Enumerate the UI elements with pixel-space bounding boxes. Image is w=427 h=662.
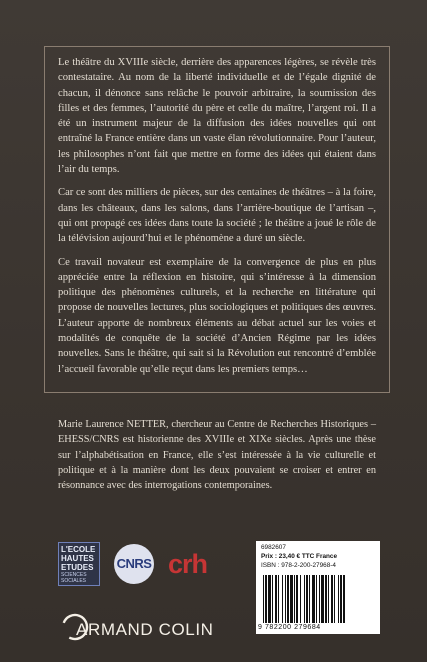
author-bio: Marie Laurence NETTER, chercheur au Centre de Recherches Historiques –EHESS/CNRS est historienne des XVIIIe et XIXe siècles. Après une thèse sur l’alphabétisation en France, elle s’est intéressée à la vie culturelle et politique et à la manière dont les deux pouvaient se croiser et entrer en résonnance avec des interrogations contemporaines. bbox=[58, 419, 376, 492]
product-code: 6982607 bbox=[261, 544, 286, 551]
publisher-logo bbox=[60, 612, 240, 646]
blurb-paragraph-1: Le théâtre du XVIIIe siècle, derrière des apparences légères, se révèle très contestataire. Au nom de la liberté individuelle et de l’égale dignité de chacun, il dénonce sans relâche le pouvoir arbitraire, la soumission des filles et des femmes, l’autorité du père et celle du maître, l’argent roi. Il a été un instrument majeur de la diffusion des idées nouvelles qui ont entraîné la France entière dans un vaste élan révolutionnaire. Pour l’auteur, les philosophes n’ont fait que mettre en forme des idées qui étaient dans l’air du temps. bbox=[58, 57, 376, 176]
ehess-logo-line: L'ECOLE bbox=[61, 545, 96, 554]
price-text: Prix : 23,40 € TTC France bbox=[261, 553, 338, 560]
cnrs-logo: CNRS bbox=[114, 544, 154, 584]
isbn-text: ISBN : 978-2-200-27968-4 bbox=[261, 562, 336, 569]
crh-logo: crh bbox=[168, 549, 208, 579]
blurb-text bbox=[58, 55, 376, 385]
ehess-logo-line: HAUTES bbox=[61, 554, 94, 563]
ehess-logo bbox=[58, 542, 100, 586]
blurb-paragraph-2: Car ce sont des milliers de pièces, sur des centaines de théâtres – à la foire, dans les châteaux, dans les salons, dans l’arrière-boutique de l’artisan –, qui ont propagé ces idées dans toute la société ; le théâtre a joué le rôle de la télévision aujourd’hui et le phénomène a duré un siècle. bbox=[58, 187, 376, 245]
publisher-name: ARMAND COLIN bbox=[76, 620, 214, 639]
barcode-digits: 9 782200 279684 bbox=[258, 624, 321, 631]
ehess-logo-line: ETUDES bbox=[61, 563, 94, 572]
blurb-paragraph-3: Ce travail novateur est exemplaire de la convergence de plus en plus appréciée entre la réflexion en histoire, qui s’intéresse à la dimension politique des phénomènes culturels, et la recherche en littérature qui propose de nouvelles lectures, plus sociologiques et politiques des œuvres. L’auteur apporte de nombreux éléments au débat actuel sur les voies et modalités de conquête de la société d’Ancien Régime par les idées nouvelles. Sans le théâtre, qui sait si la Révolution eut rencontré d’emblée l’accueil favorable qu’elle reçut dans les premiers temps… bbox=[58, 256, 376, 375]
ehess-logo-line: SCIENCES SOCIALES bbox=[61, 572, 87, 584]
barcode-icon bbox=[262, 575, 374, 623]
barcode-label bbox=[256, 541, 380, 634]
